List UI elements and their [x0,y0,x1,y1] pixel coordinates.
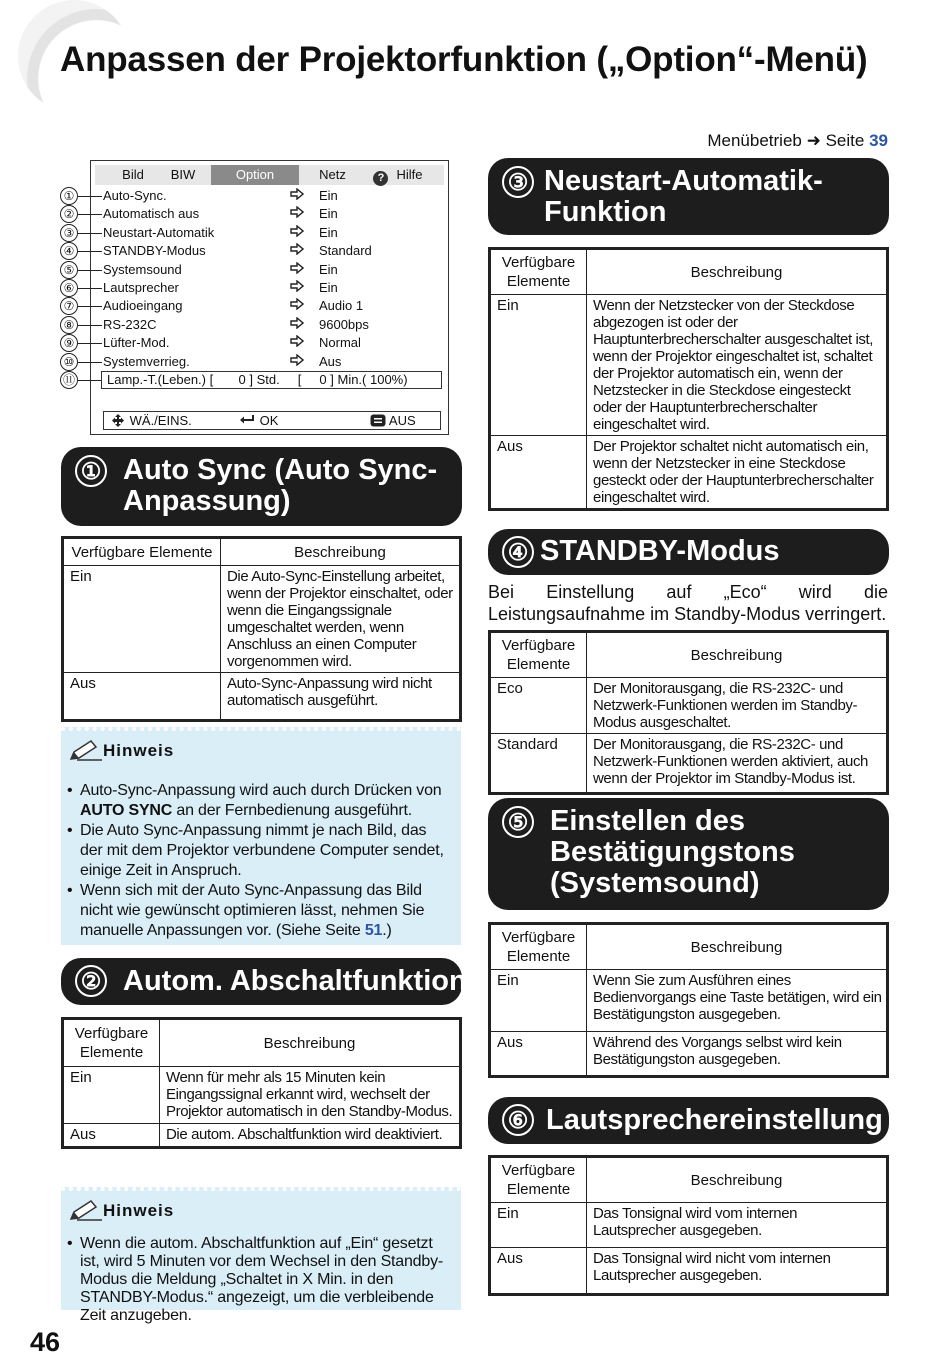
page-title: Anpassen der Projektorfunktion („Option“-Menü) [60,40,868,79]
tab-hilfe[interactable]: ? Hilfe [367,165,429,185]
option-value: Aus [63,1124,160,1148]
menu-item-label[interactable]: Systemsound [103,261,182,277]
menu-row-number [60,279,105,297]
table-row [63,1067,461,1124]
option-value: Aus [490,1248,587,1295]
leader-line [78,306,102,307]
page-number: 46 [30,1327,61,1357]
column-header-description: Beschreibung [587,924,888,970]
leader-line [78,362,102,363]
column-header-description: Beschreibung [221,538,461,566]
section-title: Lautsprechereinstellung [546,1104,883,1136]
column-header-elements: Verfügbare Elemente [63,1019,160,1067]
page-link[interactable]: 39 [869,131,888,150]
tab-option[interactable]: Option [211,165,299,185]
option-value: Eco [490,678,587,734]
option-value: Ein [490,1203,587,1248]
menu-item-value[interactable]: Standard [319,243,372,259]
menu-item-value[interactable]: Ein [319,280,338,295]
submenu-arrow-icon [290,354,304,369]
menu-item-label[interactable]: Auto-Sync. [103,188,167,203]
option-description: Auto-Sync-Anpassung wird nicht automatisch ausgeführt. [221,673,461,721]
menu-item-value[interactable]: Ein [319,261,338,277]
menu-bottom-bar [103,411,441,430]
standby-intro: Bei Einstellung auf „Eco“ wird die Leistungsaufnahme im Standby-Modus verringert. [488,582,888,624]
section-4-table [488,630,889,795]
auto-sync-key: AUTO SYNC [80,802,173,819]
hint-title: Hinweis [69,739,174,761]
column-header-elements: Verfügbare Elemente [490,249,587,295]
tab-bild[interactable]: Bild [122,167,144,182]
option-description: Das Tonsignal wird nicht vom internen Lautsprecher ausgegeben. [587,1248,888,1295]
submenu-arrow-icon [290,262,304,277]
menu-item-label[interactable]: Lautsprecher [103,280,179,295]
section-number-badge: ① [75,455,107,487]
table-header-row [63,538,461,566]
menu-row-number [60,334,105,352]
tab-biw[interactable]: BIW [170,167,196,182]
row-number-badge: ⑪ [60,371,78,389]
row-number-badge: ④ [60,242,78,260]
option-description: Wenn Sie zum Ausführen eines Bedienvorgangs eine Taste betätigen, wird ein Bestätigungston ausgegeben. [587,970,888,1032]
menu-item-value[interactable]: Ein [319,188,338,203]
section-5-header [488,798,889,910]
menu-item-label[interactable]: STANDBY-Modus [103,243,206,259]
page-link[interactable]: 51 [364,922,383,939]
column-header-elements: Verfügbare Elemente [490,1157,587,1203]
column-header-description: Beschreibung [160,1019,461,1067]
leader-line [78,343,102,344]
section-number-badge: ② [75,965,107,997]
table-row [63,1124,461,1148]
section-number-badge: ④ [502,536,534,568]
section-number-badge: ⑤ [502,806,534,838]
hint-box-2 [61,1187,461,1324]
enter-arrow-icon [240,415,256,426]
hint-list [67,1235,451,1325]
section-title: STANDBY-Modus [540,535,780,567]
menu-row-number [60,261,105,279]
row-number-badge: ② [60,205,78,223]
menu-item-value[interactable]: Ein [319,206,338,222]
table-row [490,295,888,436]
menu-item-label[interactable]: Neustart-Automatik [103,224,215,240]
row-number-badge: ⑨ [60,334,78,352]
hint-item: • Auto-Sync-Anpassung wird auch durch Drücken von AUTO SYNC an der Fernbedienung ausgeführt. [67,781,451,821]
option-description: Das Tonsignal wird vom internen Lautsprecher ausgegeben. [587,1203,888,1248]
menu-item-value[interactable]: Aus [319,353,342,369]
leader-line [78,214,102,215]
menu-row-number [60,187,105,205]
submenu-arrow-icon [290,335,304,350]
submenu-arrow-icon [290,298,304,313]
column-header-elements: Verfügbare Elemente [490,632,587,678]
table-row [490,678,888,734]
section-1-table [61,536,462,722]
section-number-badge: ③ [502,166,534,198]
table-header-row [490,924,888,970]
row-number-badge: ① [60,187,78,205]
column-header-elements: Verfügbare Elemente [63,538,221,566]
row-number-badge: ⑩ [60,353,78,371]
pencil-icon [69,739,103,761]
section-2-table [61,1017,462,1149]
menu-item-label[interactable]: Lüfter-Mod. [103,335,170,351]
menu-item-value[interactable]: 9600bps [319,316,369,332]
option-value: Ein [490,295,587,436]
section-3-header [488,158,889,235]
option-description: Der Monitorausgang, die RS-232C- und Netzwerk-Funktionen werden aktiviert, auch wenn der Projektor im Standby-Modus ist. [587,734,888,794]
leader-line [78,380,102,381]
option-description: Während des Vorgangs selbst wird kein Bestätigungston ausgegeben. [587,1032,888,1077]
table-header-row [490,249,888,295]
table-row [490,1248,888,1295]
menu-row-number [60,205,105,223]
menu-row-number [60,371,105,389]
menu-item-label[interactable]: Systemverrieg. [103,353,190,369]
arrow-right-icon: ➜ [806,131,821,150]
row-number-badge: ⑧ [60,316,78,334]
leader-line [78,288,102,289]
leader-line [78,325,102,326]
column-header-elements: Verfügbare Elemente [490,924,587,970]
option-value: Aus [63,673,221,721]
cross-arrows-icon [110,414,126,427]
hint-item: • Wenn sich mit der Auto Sync-Anpassung das Bild nicht wie gewünscht optimieren lässt, nehmen Sie manuelle Anpassungen vor. (Siehe Seite 51.) [67,881,451,941]
menu-item-label[interactable]: RS-232C [103,316,157,332]
column-header-description: Beschreibung [587,632,888,678]
menu-row-number [60,242,105,260]
move-hint: WÄ./EINS. [110,412,192,429]
pencil-icon [69,1199,103,1221]
section-title: Autom. Abschaltfunktion [123,965,467,997]
menu-tab-bar [95,165,444,185]
option-value: Ein [63,1067,160,1124]
hint-title: Hinweis [69,1199,174,1221]
row-number-badge: ⑤ [60,261,78,279]
table-row [490,734,888,794]
option-value: Aus [490,436,587,510]
section-title: Auto Sync (Auto Sync- Anpassung) [123,454,438,517]
option-value: Standard [490,734,587,794]
menu-row-number [60,297,105,315]
row-number-badge: ③ [60,224,78,242]
section-number-badge: ⑥ [502,1104,534,1136]
section-title: Einstellen des Bestätigungstons (Systemsound) [550,805,795,899]
option-description: Die autom. Abschaltfunktion wird deaktiviert. [160,1124,461,1148]
table-row [490,970,888,1032]
section-6-header [488,1097,889,1144]
menu-item-value[interactable]: Ein [319,224,338,240]
submenu-arrow-icon [290,243,304,258]
menu-button-icon [370,414,386,427]
menu-item-label[interactable]: Audioeingang [103,298,183,314]
lamp-time-row: Lamp.-T.(Leben.) [ 0 ] Std. [ 0 ] Min.( 100%) [101,371,442,389]
leader-line [78,196,102,197]
column-header-description: Beschreibung [587,1157,888,1203]
tab-netz[interactable]: Netz [319,167,346,182]
section-6-table [488,1155,889,1296]
table-row [63,566,461,673]
menu-row-number [60,316,105,334]
section-title: Neustart-Automatik- Funktion [544,165,823,228]
leader-line [78,270,102,271]
menu-row-number [60,224,105,242]
section-1-header [61,447,462,526]
row-number-badge: ⑦ [60,297,78,315]
section-3-table [488,247,889,511]
option-value: Ein [63,566,221,673]
table-header-row [63,1019,461,1067]
leader-line [78,233,102,234]
table-row [63,673,461,721]
exit-hint: AUS [370,412,416,429]
menu-item-value[interactable]: Audio 1 [319,298,364,314]
option-description: Wenn für mehr als 15 Minuten kein Eingangssignal erkannt wird, wechselt der Projektor automatisch in den Standby-Modus. [160,1067,461,1124]
hint-list [67,781,451,941]
submenu-arrow-icon [290,188,304,203]
option-description: Der Monitorausgang, die RS-232C- und Netzwerk-Funktionen werden im Standby-Modus ausgeschaltet. [587,678,888,734]
menu-item-label[interactable]: Automatisch aus [103,206,200,222]
submenu-arrow-icon [290,225,304,240]
table-header-row [490,632,888,678]
hint-item: • Wenn die autom. Abschaltfunktion auf „Ein“ gesetzt ist, wird 5 Minuten vor dem Wechsel in den Standby-Modus die Meldung „Schaltet in X Min. in den STANDBY-Modus.“ angezeigt, um die verbleibende Zeit anzugeben. [67,1235,451,1325]
section-5-table [488,922,889,1078]
hint-item: • Die Auto Sync-Anpassung nimmt je nach Bild, das der mit dem Projektor verbundene Computer sendet, einige Zeit in Anspruch. [67,821,451,881]
submenu-arrow-icon [290,280,304,295]
option-description: Wenn der Netzstecker von der Steckdose abgezogen ist oder der Hauptunterbrecherschalter ausgeschaltet ist, wenn der Projektor eingeschaltet ist, schaltet der Projektor automatisch ein, wenn der Netzstecker in die Steckdose eingesteckt oder der Hauptunterbrecherschalter eingeschaltet wird. [587,295,888,436]
column-header-description: Beschreibung [587,249,888,295]
table-header-row [490,1157,888,1203]
submenu-arrow-icon [290,317,304,332]
row-number-badge: ⑥ [60,279,78,297]
menu-reference: Menübetrieb ➜ Seite 39 [707,131,888,150]
table-row [490,1203,888,1248]
option-value: Ein [490,970,587,1032]
submenu-arrow-icon [290,206,304,221]
section-4-header [488,529,889,575]
leader-line [78,251,102,252]
option-description: Der Projektor schaltet nicht automatisch ein, wenn der Netzstecker in eine Steckdose gesteckt oder der Hauptunterbrecherschalter eingeschaltet wird. [587,436,888,510]
menu-row-number [60,353,105,371]
ok-hint: OK [240,412,278,429]
help-icon: ? [373,171,388,186]
menu-item-value[interactable]: Normal [319,335,361,351]
table-row [490,436,888,510]
option-value: Aus [490,1032,587,1077]
section-2-header [61,958,467,1005]
option-description: Die Auto-Sync-Einstellung arbeitet, wenn der Projektor einschaltet, oder wenn die Eingangssignale umgeschaltet werden, wenn Anschluss an einen Computer vorgenommen wird. [221,566,461,673]
hint-box-1 [61,727,461,945]
table-row [490,1032,888,1077]
